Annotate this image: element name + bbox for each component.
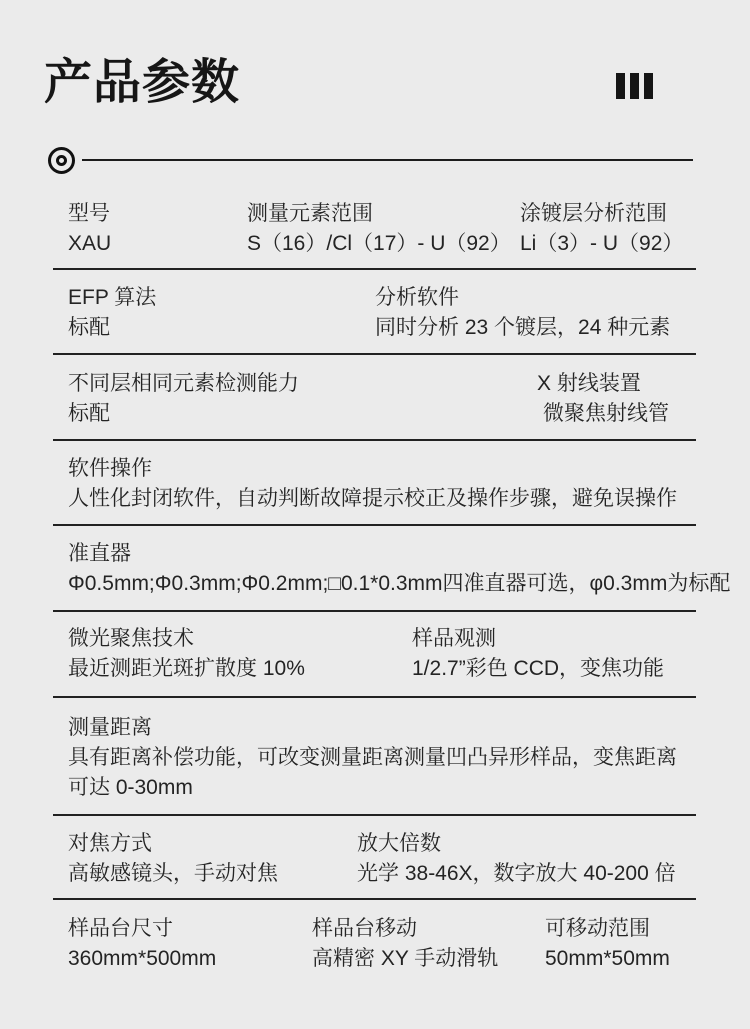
spec-value: Li（3）- U（92） bbox=[520, 232, 684, 255]
spec-value: S（16）/Cl（17）- U（92） bbox=[247, 232, 511, 255]
spec-value: 同时分析 23 个镀层，24 种元素 bbox=[375, 316, 671, 339]
row-divider bbox=[53, 268, 696, 270]
spec-cell-micro-focus bbox=[68, 624, 305, 684]
spec-value: 50mm*50mm bbox=[545, 947, 670, 970]
spec-label: 放大倍数 bbox=[357, 832, 441, 855]
spec-label: 可移动范围 bbox=[545, 917, 650, 940]
spec-label: 涂镀层分析范围 bbox=[520, 202, 667, 225]
spec-label: 型号 bbox=[68, 202, 110, 225]
row-divider bbox=[53, 524, 696, 526]
header-rule bbox=[82, 159, 693, 161]
spec-cell-efp bbox=[68, 283, 156, 343]
spec-cell-magnification bbox=[357, 829, 676, 889]
spec-label: 微光聚焦技术 bbox=[68, 627, 194, 650]
bar-glyph bbox=[630, 73, 639, 99]
spec-cell-model bbox=[68, 199, 111, 259]
spec-label: 准直器 bbox=[68, 542, 131, 565]
spec-value: 微聚焦射线管 bbox=[543, 402, 669, 425]
page-title: 产品参数 bbox=[44, 56, 241, 109]
spec-label: EFP 算法 bbox=[68, 286, 157, 309]
spec-label: 分析软件 bbox=[375, 286, 459, 309]
spec-label: 软件操作 bbox=[68, 457, 152, 480]
spec-value: XAU bbox=[68, 232, 112, 255]
bullseye-dot bbox=[56, 155, 67, 166]
spec-value: 最近测距光斑扩散度 10% bbox=[68, 657, 305, 680]
spec-value: 1/2.7”彩色 CCD，变焦功能 bbox=[412, 657, 665, 680]
spec-value: 光学 38-46X，数字放大 40-200 倍 bbox=[357, 862, 676, 885]
bar-glyph bbox=[616, 73, 625, 99]
row-divider bbox=[53, 814, 696, 816]
bar-glyph bbox=[644, 73, 653, 99]
spec-label: 测量距离 bbox=[68, 716, 152, 739]
spec-cell-element-range bbox=[247, 199, 511, 259]
spec-value: 高敏感镜头，手动对焦 bbox=[68, 862, 278, 885]
spec-value: 360mm*500mm bbox=[68, 947, 217, 970]
row-divider bbox=[53, 353, 696, 355]
row-divider bbox=[53, 610, 696, 612]
spec-value: Φ0.5mm;Φ0.3mm;Φ0.2mm;□0.1*0.3mm四准直器可选，φ0.3mm为标配 bbox=[68, 572, 731, 595]
spec-cell-coating-range bbox=[520, 199, 683, 259]
spec-cell-sample-observation bbox=[412, 624, 664, 684]
spec-label: 测量元素范围 bbox=[247, 202, 373, 225]
spec-label: 样品观测 bbox=[412, 627, 496, 650]
row-divider bbox=[53, 898, 696, 900]
spec-label: X 射线装置 bbox=[537, 372, 641, 395]
spec-cell-analysis-software bbox=[375, 283, 670, 343]
spec-cell-collimator bbox=[68, 539, 730, 599]
spec-cell-stage-movement bbox=[312, 914, 498, 974]
spec-value: 高精密 XY 手动滑轨 bbox=[312, 947, 499, 970]
bullseye-icon bbox=[48, 147, 75, 174]
spec-value: 标配 bbox=[68, 402, 110, 425]
spec-value: 具有距离补偿功能，可改变测量距离测量凹凸异形样品，变焦距离可达 0-30mm bbox=[68, 746, 677, 799]
spec-cell-focus-mode bbox=[68, 829, 278, 889]
row-divider bbox=[53, 696, 696, 698]
three-bars-icon bbox=[616, 73, 653, 99]
spec-label: 不同层相同元素检测能力 bbox=[68, 372, 299, 395]
spec-label: 样品台尺寸 bbox=[68, 917, 173, 940]
spec-label: 对焦方式 bbox=[68, 832, 152, 855]
spec-cell-stage-size bbox=[68, 914, 216, 974]
spec-value: 标配 bbox=[68, 316, 110, 339]
row-divider bbox=[53, 439, 696, 441]
spec-cell-measure-distance bbox=[68, 713, 690, 803]
spec-label: 样品台移动 bbox=[312, 917, 417, 940]
spec-cell-layer-detection bbox=[68, 369, 299, 429]
spec-value: 人性化封闭软件，自动判断故障提示校正及操作步骤，避免误操作 bbox=[68, 487, 677, 510]
spec-cell-software-operation bbox=[68, 454, 677, 514]
spec-cell-movable-range bbox=[545, 914, 670, 974]
spec-cell-xray-device bbox=[537, 369, 669, 429]
